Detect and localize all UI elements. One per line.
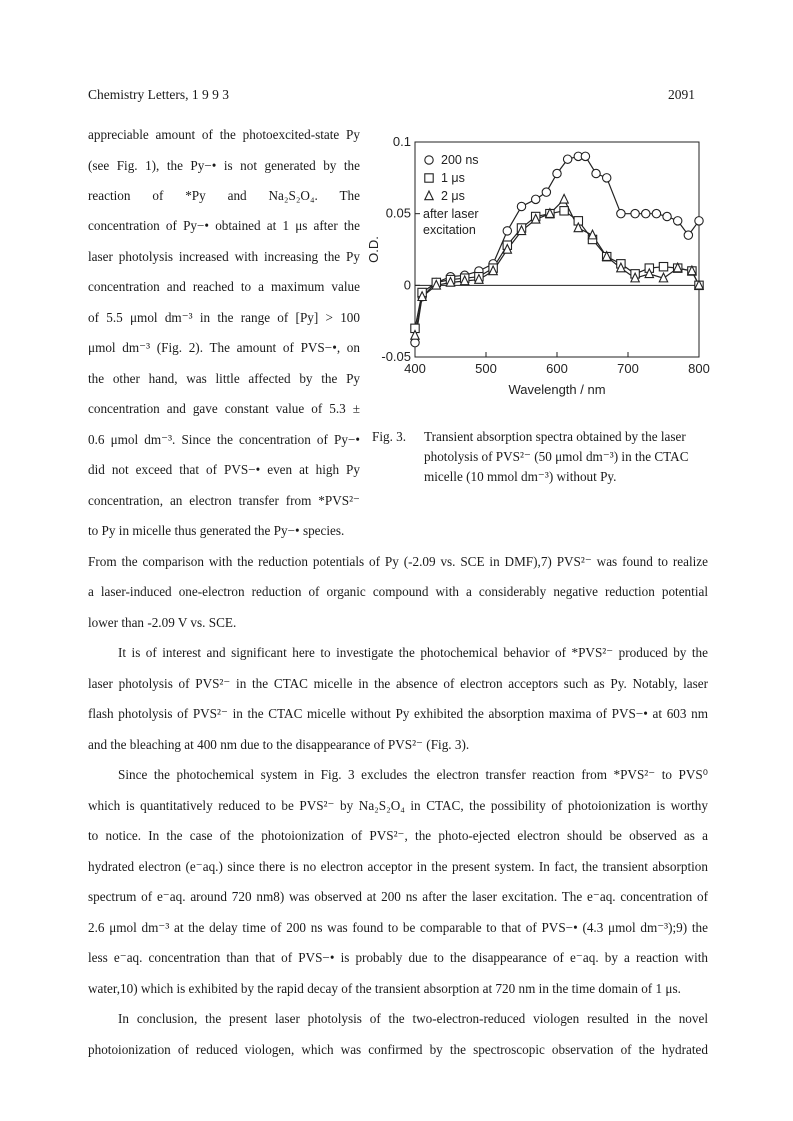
data-point: [542, 188, 550, 196]
data-point: [684, 231, 692, 239]
data-point: [560, 194, 568, 203]
data-point: [603, 174, 611, 182]
text-line: a laser-induced one-electron reduction of organic compound with a considerably negative reduction potential: [88, 584, 708, 599]
caption-line: photolysis of PVS²⁻ (50 μmol dm⁻³) in the CTAC: [424, 449, 689, 464]
data-point: [553, 169, 561, 177]
data-point: [560, 207, 568, 215]
x-tick-label: 700: [617, 361, 639, 376]
legend-note: excitation: [423, 223, 476, 237]
text-line: laser photolysis of PVS²⁻ in the CTAC micelle in the absence of electron acceptors such as Py. Notably, laser: [88, 676, 708, 691]
text-line: concentration, an electron transfer from *PVS²⁻: [88, 493, 360, 508]
figure-chart: [360, 120, 720, 420]
text-line: concentration of Py−• obtained at 1 μs after the: [88, 218, 360, 233]
text-line: of 5.5 μmol dm⁻³ in the range of [Py] > 100: [88, 310, 360, 325]
text-line: hydrated electron (e⁻aq.) since there is no electron acceptor in the present system. In fact, the transient absorption: [88, 859, 708, 874]
data-point: [532, 195, 540, 203]
data-point: [631, 209, 639, 217]
data-point: [517, 202, 525, 210]
caption-line: Transient absorption spectra obtained by the laser: [424, 429, 686, 444]
text-line: reaction of *Py and Na₂S₂O₄. The: [88, 188, 360, 203]
text-line: Since the photochemical system in Fig. 3 excludes the electron transfer reaction from *PVS²⁻ to PVS⁰: [118, 767, 708, 782]
data-point: [642, 209, 650, 217]
y-tick-label: 0.1: [392, 134, 411, 149]
data-point: [563, 155, 571, 163]
text-line: flash photolysis of PVS²⁻ in the CTAC micelle without Py exhibited the absorption maxima of PVS−• at 603 nm: [88, 706, 708, 721]
data-point: [674, 217, 682, 225]
data-point: [695, 217, 703, 225]
legend-label: 1 μs: [441, 171, 465, 185]
data-point: [425, 174, 433, 182]
data-point: [425, 156, 433, 164]
data-point: [588, 230, 596, 239]
text-line: 2.6 μmol dm⁻³ at the delay time of 200 ns was found to be comparable to that of PVS−• (4.3 μmol dm⁻³);9) the: [88, 920, 708, 935]
x-tick-label: 500: [475, 361, 497, 376]
data-point: [503, 227, 511, 235]
y-tick-label: -0.05: [381, 349, 411, 364]
caption-line: micelle (10 mmol dm⁻³) without Py.: [424, 469, 617, 484]
y-tick-label: 0: [403, 277, 411, 293]
data-point: [652, 209, 660, 217]
page-number: 2091: [668, 87, 695, 102]
text-line: laser photolysis increased with increasing the Py: [88, 249, 360, 264]
text-line: From the comparison with the reduction potentials of Py (-2.09 vs. SCE in DMF),7) PVS²⁻ was found to realize: [88, 554, 708, 569]
text-line: concentration and gave constant value of 5.3 ±: [88, 401, 360, 416]
legend-label: 2 μs: [441, 189, 465, 203]
text-line: did not exceed that of PVS−• even at high Py: [88, 462, 360, 477]
data-point: [592, 169, 600, 177]
x-tick-label: 800: [688, 361, 710, 376]
text-line: spectrum of e⁻aq. around 720 nm8) was observed at 200 ns after the laser excitation. The e⁻aq. concentration of: [88, 889, 708, 904]
text-line: photoionization of reduced viologen, which was confirmed by the spectroscopic observation of the hydrated: [88, 1042, 708, 1057]
y-tick-label: 0.05: [385, 205, 411, 221]
text-line: concentration and reached to a maximum value: [88, 279, 360, 294]
data-point: [617, 209, 625, 217]
legend-note: after laser: [423, 207, 479, 221]
legend-label: 200 ns: [441, 153, 479, 167]
y-axis-label: O.D.: [366, 236, 381, 263]
caption-label: Fig. 3.: [372, 429, 407, 444]
text-line: water,10) which is exhibited by the rapid decay of the transient absorption at 720 nm in the time domain of 1 μs.: [88, 981, 681, 996]
journal-name: Chemistry Letters, 1 9 9 3: [88, 87, 229, 102]
text-line: and the bleaching at 400 nm due to the disappearance of PVS²⁻ (Fig. 3).: [88, 737, 470, 752]
text-line: appreciable amount of the photoexcited-state Py: [88, 127, 360, 142]
x-axis-label: Wavelength / nm: [508, 382, 606, 397]
text-line: In conclusion, the present laser photolysis of the two-electron-reduced viologen resulted in the novel: [118, 1011, 708, 1026]
text-line: μmol dm⁻³ (Fig. 2). The amount of PVS−•, on: [88, 340, 360, 355]
data-point: [659, 263, 667, 271]
text-line: It is of interest and significant here to investigate the photochemical behavior of *PVS²⁻ produced by the: [118, 645, 708, 660]
x-tick-label: 400: [404, 361, 426, 376]
figure-caption: [372, 427, 712, 487]
x-tick-label: 600: [546, 361, 568, 376]
text-line: the other hand, was little affected by the Py: [88, 371, 360, 386]
text-line: to Py in micelle thus generated the Py−• species.: [88, 523, 345, 538]
text-line: to notice. In the case of the photoionization of PVS²⁻, the photo-ejected electron should be observed as a: [88, 828, 708, 843]
data-point: [663, 212, 671, 220]
data-point: [581, 152, 589, 160]
text-line: which is quantitatively reduced to be PVS²⁻ by Na₂S₂O₄ in CTAC, the possibility of photoionization is worthy: [88, 798, 708, 813]
text-line: lower than -2.09 V vs. SCE.: [88, 615, 237, 630]
data-point: [425, 191, 433, 200]
text-line: 0.6 μmol dm⁻³. Since the concentration of Py−•: [88, 432, 360, 447]
text-line: (see Fig. 1), the Py−• is not generated by the: [88, 158, 360, 173]
text-line: less e⁻aq. concentration than that of PVS−• is probably due to the disappearance of e⁻aq. by a reaction with: [88, 950, 708, 965]
